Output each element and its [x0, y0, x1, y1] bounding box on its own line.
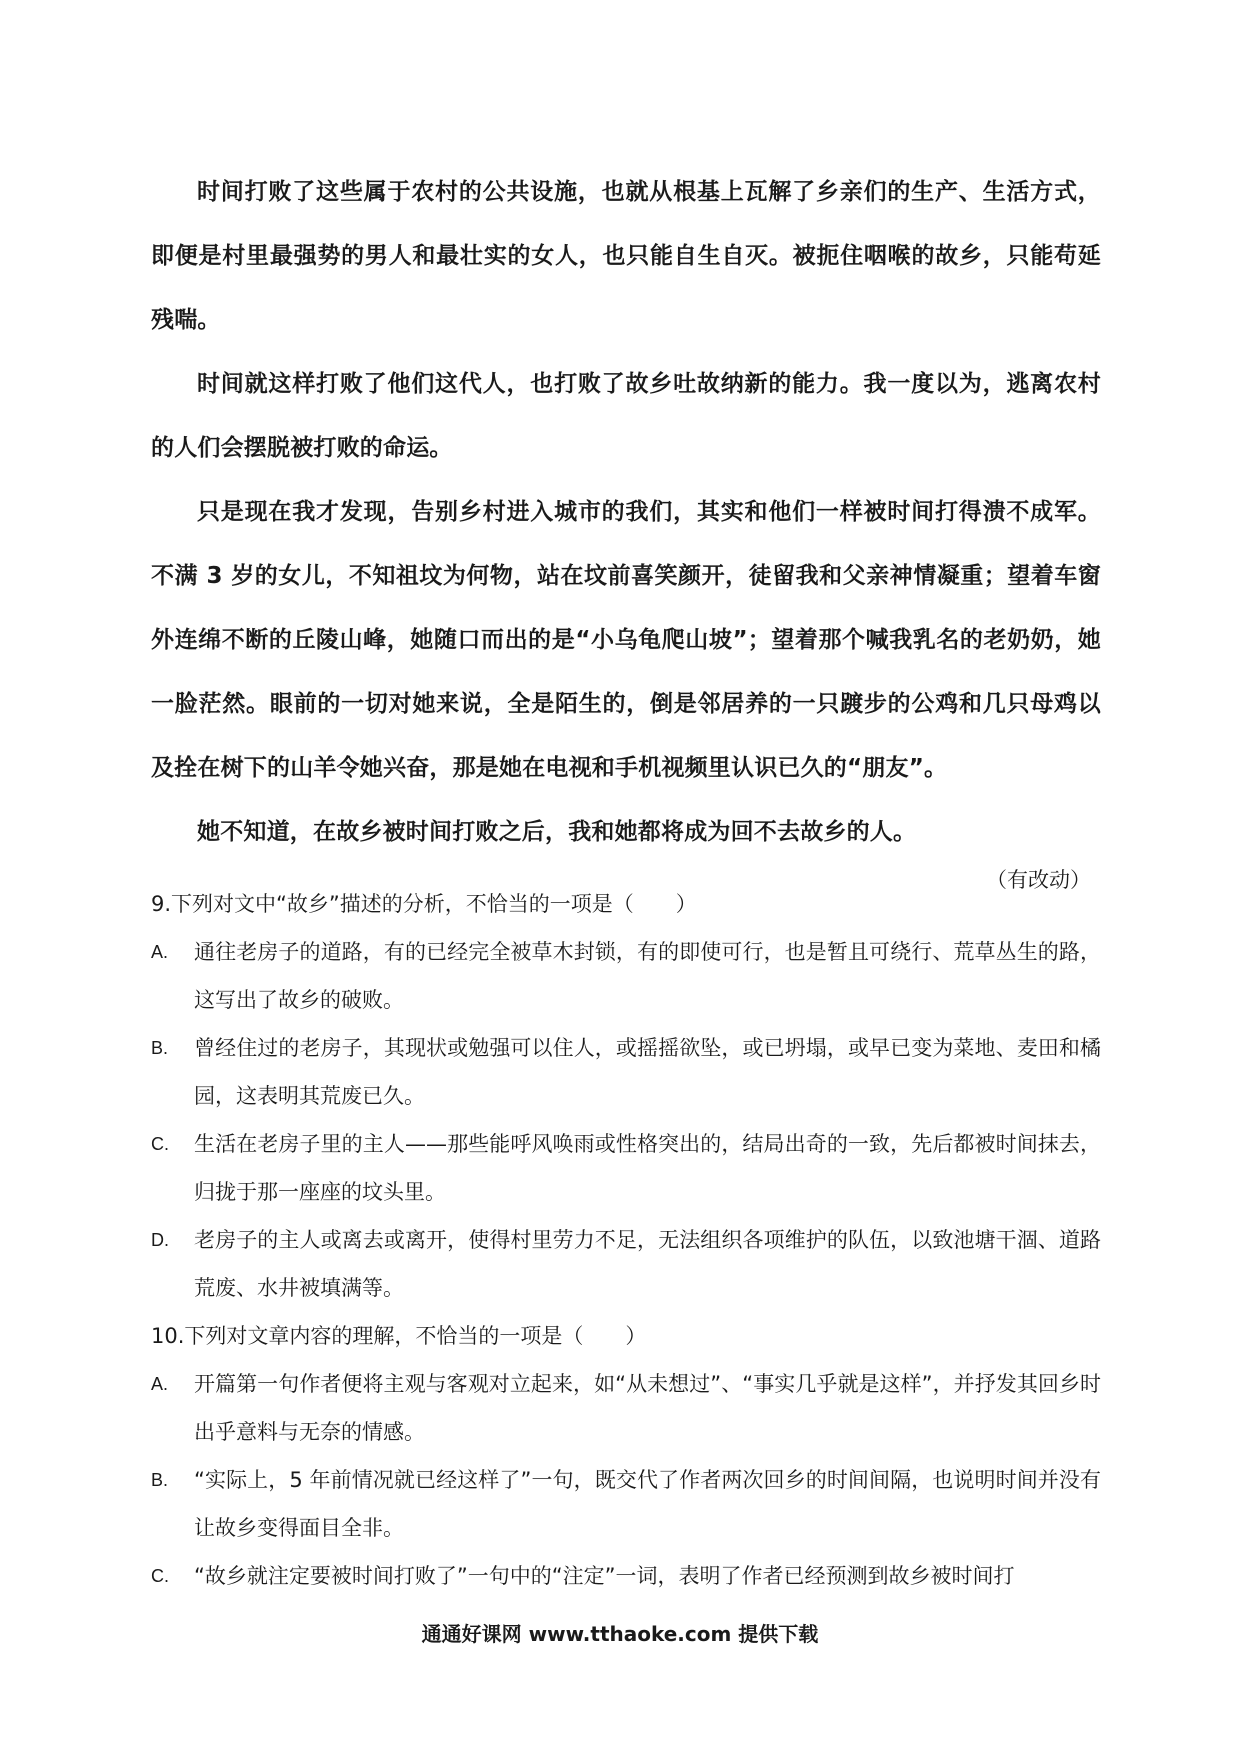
option-d [151, 1216, 1101, 1312]
option-text: 曾经住过的老房子，其现状或勉强可以住人，或摇摇欲坠，或已坍塌，或早已变为菜地、麦田和橘园，这表明其荒废已久。 [194, 1036, 1101, 1108]
question-stem: 9.下列对文中“故乡”描述的分析，不恰当的一项是（ ） [151, 892, 697, 916]
option-letter: A. [151, 942, 169, 962]
option-letter: C. [151, 1134, 169, 1154]
reading-passage [151, 160, 1101, 902]
question-10 [151, 1312, 1101, 1600]
page-footer: 通通好课网 www.tthaoke.com 提供下载 [421, 1622, 819, 1646]
option-text: 生活在老房子里的主人——那些能呼风唤雨或性格突出的，结局出奇的一致，先后都被时间抹去，归拢于那一座座的坟头里。 [194, 1132, 1101, 1204]
passage-paragraph: 时间打败了这些属于农村的公共设施，也就从根基上瓦解了乡亲们的生产、生活方式，即便是村里最强势的男人和最壮实的女人，也只能自生自灭。被扼住咽喉的故乡，只能苟延残喘。 [151, 179, 1101, 333]
option-text: 老房子的主人或离去或离开，使得村里劳力不足，无法组织各项维护的队伍，以致池塘干涸、道路荒废、水井被填满等。 [194, 1228, 1101, 1300]
passage-paragraph: 时间就这样打败了他们这代人，也打败了故乡吐故纳新的能力。我一度以为，逃离农村的人们会摆脱被打败的命运。 [151, 371, 1101, 461]
passage-paragraph: 她不知道，在故乡被时间打败之后，我和她都将成为回不去故乡的人。 [197, 819, 917, 845]
passage-paragraph: 只是现在我才发现，告别乡村进入城市的我们，其实和他们一样被时间打得溃不成军。不满 3 岁的女儿，不知祖坟为何物，站在坟前喜笑颜开，徒留我和父亲神情凝重；望着车窗外连绵不断的丘陵山峰，她随口而出的是“小乌龟爬山坡”；望着那个喊我乳名的老奶奶，她一脸茫然。眼前的一切对她来说，全是陌生的，倒是邻居养的一只踱步的公鸡和几只母鸡以及拴在树下的山羊令她兴奋，那是她在电视和手机视频里认识已久的“朋友”。 [151, 499, 1101, 781]
option-letter: C. [151, 1566, 169, 1586]
option-c [151, 1120, 1101, 1216]
option-letter: A. [151, 1374, 169, 1394]
option-letter: D. [151, 1230, 169, 1250]
option-text: 通往老房子的道路，有的已经完全被草木封锁，有的即使可行，也是暂且可绕行、荒草丛生的路，这写出了故乡的破败。 [194, 940, 1101, 1012]
option-text: “故乡就注定要被时间打败了”一句中的“注定”一词，表明了作者已经预测到故乡被时间打 [194, 1564, 1015, 1588]
option-a [151, 928, 1101, 1024]
adaptation-note: （有改动） [986, 868, 1091, 892]
option-letter: B. [151, 1038, 169, 1058]
option-b [151, 1456, 1101, 1552]
question-9 [151, 880, 1101, 1312]
option-text: 开篇第一句作者便将主观与客观对立起来，如“从未想过”、“事实几乎就是这样”，并抒发其回乡时出乎意料与无奈的情感。 [194, 1372, 1101, 1444]
question-list [151, 880, 1101, 1600]
option-text: “实际上，5 年前情况就已经这样了”一句，既交代了作者两次回乡的时间间隔，也说明时间并没有让故乡变得面目全非。 [194, 1468, 1101, 1540]
question-stem: 10.下列对文章内容的理解，不恰当的一项是（ ） [151, 1324, 647, 1348]
option-b [151, 1024, 1101, 1120]
option-c [151, 1552, 1101, 1600]
option-letter: B. [151, 1470, 169, 1490]
option-a [151, 1360, 1101, 1456]
